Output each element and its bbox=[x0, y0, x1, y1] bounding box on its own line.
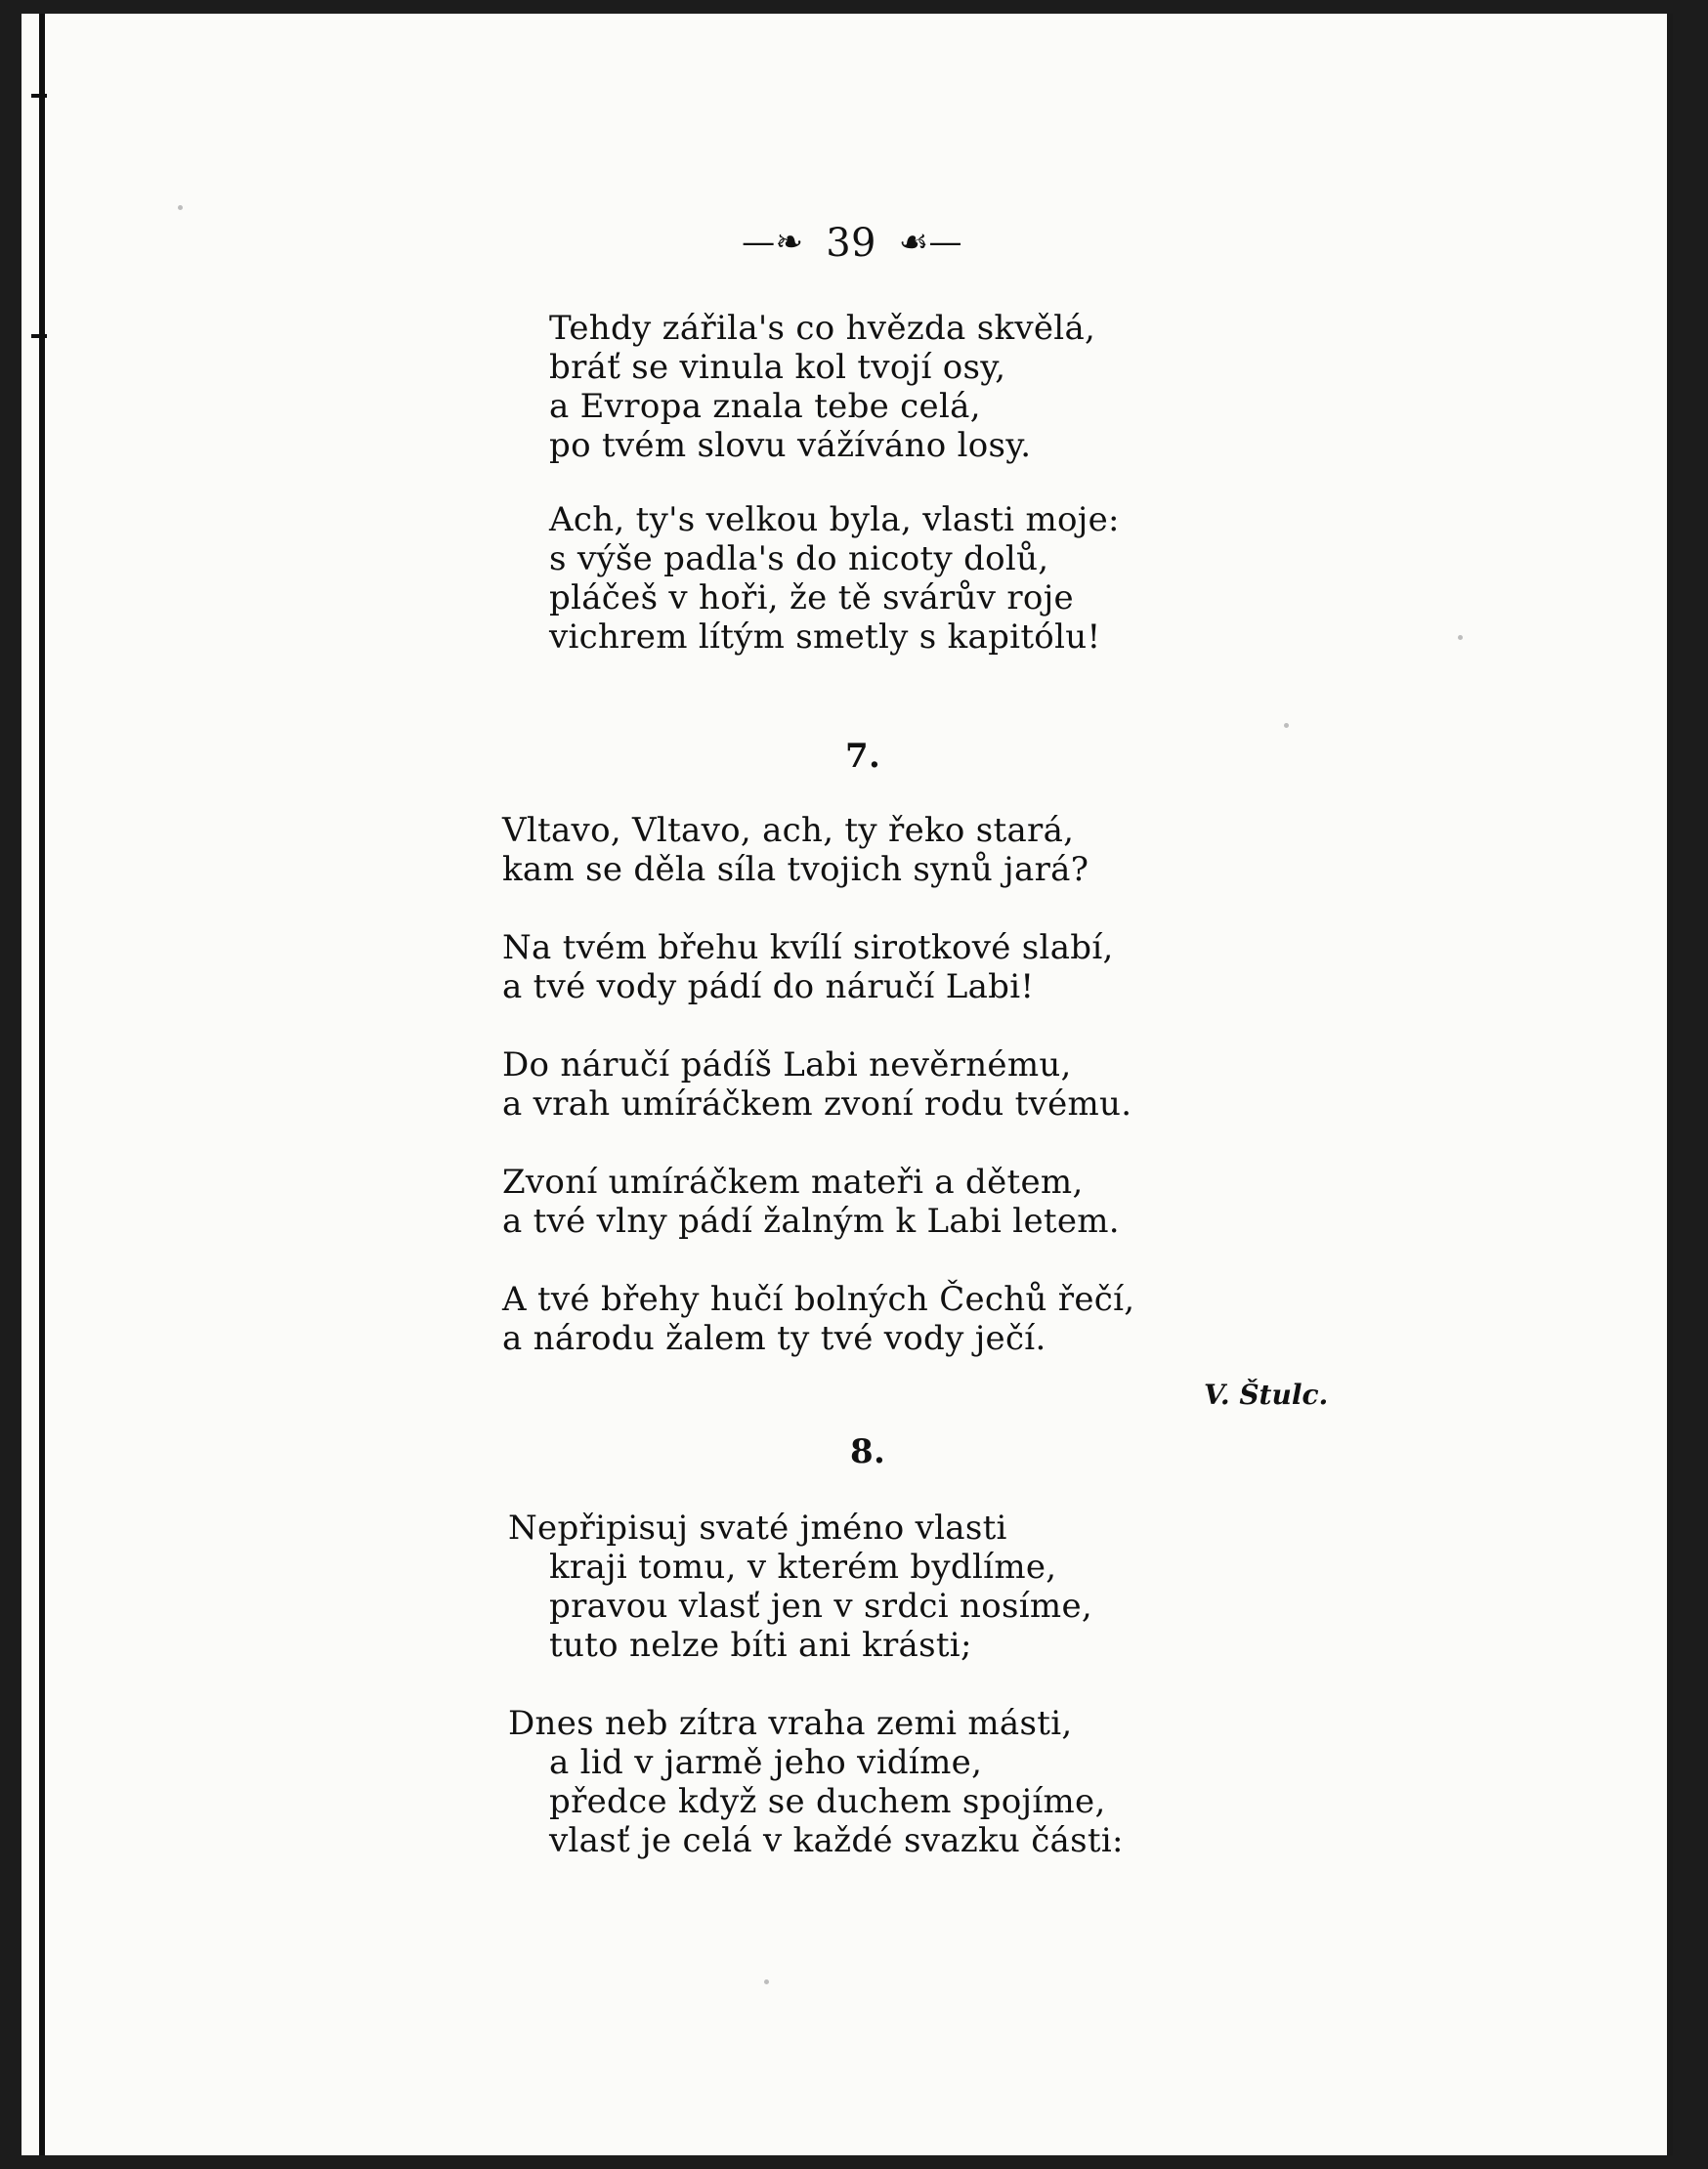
verse-line: s výše padla's do nicoty dolů, bbox=[549, 539, 1049, 578]
verse-line: a tvé vody pádí do náručí Labi! bbox=[502, 967, 1035, 1006]
verse-line: pravou vlasť jen v srdci nosíme, bbox=[549, 1587, 1092, 1626]
verse-line: Nepřipisuj svaté jméno vlasti bbox=[508, 1509, 1007, 1548]
verse-line: a Evropa znala tebe celá, bbox=[549, 387, 981, 426]
verse-line: předce když se duchem spojíme, bbox=[549, 1782, 1106, 1821]
paper-speck bbox=[1284, 723, 1289, 728]
verse-line: a tvé vlny pádí žalným k Labi letem. bbox=[502, 1202, 1120, 1241]
page-number: 39 bbox=[826, 221, 876, 266]
section-number: 8. bbox=[850, 1432, 886, 1471]
page-edge bbox=[1667, 14, 1673, 2155]
author-signature: V. Štulc. bbox=[1204, 1379, 1329, 1411]
verse-line: Dnes neb zítra vraha zemi másti, bbox=[508, 1704, 1073, 1743]
verse-line: po tvém slovu vážíváno losy. bbox=[549, 426, 1032, 465]
verse-line: vichrem lítým smetly s kapitólu! bbox=[549, 617, 1101, 657]
verse-line: kam se děla síla tvojich synů jará? bbox=[502, 850, 1089, 889]
header-ornament-left: —❧ bbox=[742, 223, 804, 262]
verse-line: a vrah umíráčkem zvoní rodu tvému. bbox=[502, 1084, 1132, 1124]
paper-speck bbox=[178, 205, 183, 210]
verse-line: bráť se vinula kol tvojí osy, bbox=[549, 348, 1006, 387]
book-page bbox=[21, 14, 1673, 2155]
verse-line: Ach, ty's velkou byla, vlasti moje: bbox=[549, 500, 1120, 539]
verse-line: a národu žalem ty tvé vody ječí. bbox=[502, 1319, 1046, 1358]
verse-line: a lid v jarmě jeho vidíme, bbox=[549, 1743, 983, 1782]
verse-line: pláčeš v hoři, že tě svárův roje bbox=[549, 578, 1074, 617]
verse-line: tuto nelze bíti ani krásti; bbox=[549, 1626, 972, 1665]
edge-mark bbox=[31, 94, 47, 98]
verse-line: Na tvém břehu kvílí sirotkové slabí, bbox=[502, 928, 1114, 967]
verse-line: Do náručí pádíš Labi nevěrnému, bbox=[502, 1045, 1072, 1084]
verse-line: Vltavo, Vltavo, ach, ty řeko stará, bbox=[502, 811, 1075, 850]
verse-line: Zvoní umíráčkem mateři a dětem, bbox=[502, 1163, 1084, 1202]
verse-line: vlasť je celá v každé svazku části: bbox=[549, 1821, 1124, 1860]
verse-line: A tvé břehy hučí bolných Čechů řečí, bbox=[502, 1280, 1135, 1319]
verse-line: Tehdy zářila's co hvězda skvělá, bbox=[549, 309, 1096, 348]
header-ornament-right: ☙— bbox=[898, 223, 962, 262]
page-header bbox=[21, 221, 1673, 266]
paper-speck bbox=[1458, 635, 1463, 640]
paper-speck bbox=[764, 1979, 769, 1984]
section-number: 7. bbox=[845, 737, 881, 776]
verse-line: kraji tomu, v kterém bydlíme, bbox=[549, 1548, 1057, 1587]
edge-mark bbox=[31, 334, 47, 338]
